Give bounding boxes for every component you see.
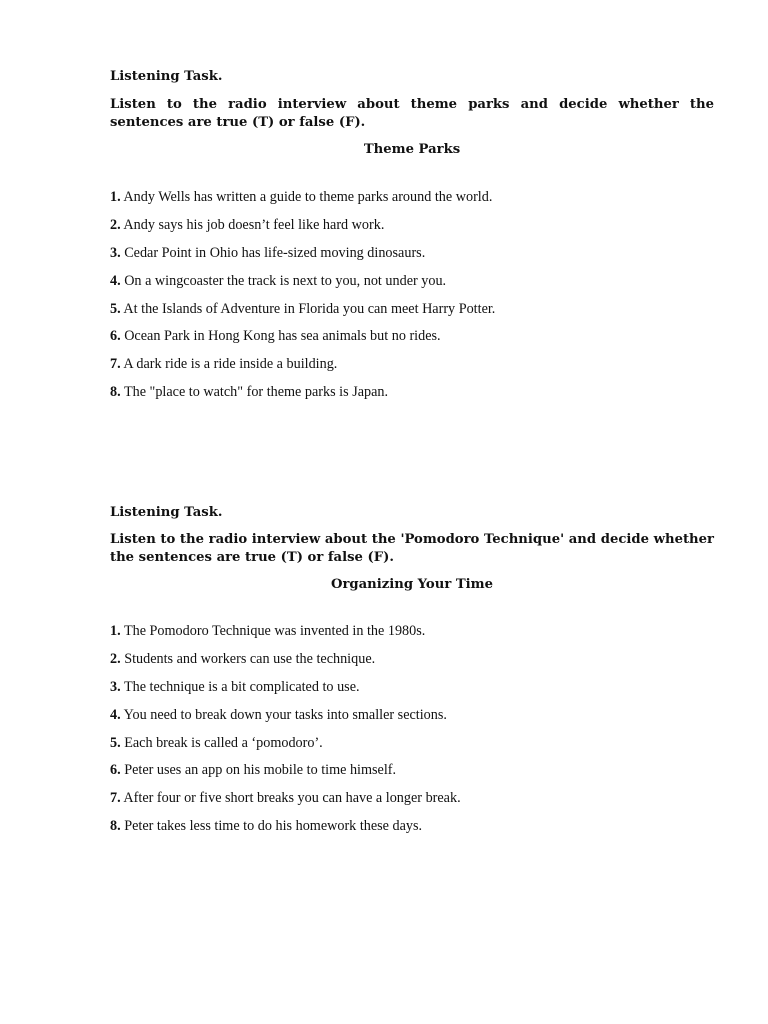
task-heading: Listening Task. — [110, 505, 223, 520]
task-heading: Listening Task. — [110, 69, 223, 84]
statement-list — [110, 622, 714, 835]
statement-list — [110, 188, 714, 401]
statement-item — [110, 734, 714, 752]
statement-number: 3. — [110, 678, 121, 695]
statement-text: The Pomodoro Technique was invented in the 1980s. — [123, 623, 426, 639]
statement-item — [110, 383, 714, 401]
statement-item — [110, 300, 714, 318]
statement-number: 2. — [110, 216, 121, 233]
statement-item — [110, 789, 714, 807]
statement-item — [110, 355, 714, 373]
statement-number: 4. — [110, 706, 121, 723]
task-instructions: Listen to the radio interview about theme parks and decide whether the sentences are true (T) or false (F). — [110, 97, 714, 130]
section-title: Theme Parks — [363, 142, 461, 157]
statement-number: 5. — [110, 734, 121, 751]
statement-text: On a wingcoaster the track is next to you, not under you. — [124, 272, 447, 289]
statement-number: 2. — [110, 650, 121, 667]
statement-item — [110, 706, 714, 724]
statement-text: The technique is a bit complicated to use. — [123, 678, 360, 695]
statement-text: Students and workers can use the technique. — [124, 650, 376, 667]
statement-item — [110, 216, 714, 234]
statement-number: 1. — [110, 623, 121, 639]
statement-number: 1. — [110, 189, 121, 205]
section-title: Organizing Your Time — [330, 577, 494, 592]
statement-item — [110, 188, 714, 206]
statement-number: 4. — [110, 272, 121, 289]
statement-item — [110, 817, 714, 835]
statement-item — [110, 244, 714, 262]
statement-item — [110, 327, 714, 345]
statement-item — [110, 650, 714, 668]
statement-number: 6. — [110, 762, 121, 779]
section-organizing-your-time — [110, 504, 714, 845]
statement-number: 7. — [110, 356, 121, 373]
statement-text: Each break is called a ‘pomodoro’. — [124, 734, 323, 751]
statement-text: You need to break down your tasks into smaller sections. — [123, 706, 447, 723]
statement-text: Peter uses an app on his mobile to time himself. — [124, 762, 397, 779]
statement-number: 7. — [110, 790, 121, 807]
task-instructions: Listen to the radio interview about the 'Pomodoro Technique' and decide whether the sentences are true (T) or false (F). — [110, 532, 714, 565]
statement-number: 8. — [110, 384, 121, 401]
statement-number: 5. — [110, 300, 121, 317]
statement-item — [110, 678, 714, 696]
section-theme-parks — [110, 68, 714, 411]
statement-item — [110, 761, 714, 779]
statement-text: At the Islands of Adventure in Florida you can meet Harry Potter. — [123, 300, 496, 317]
statement-number: 3. — [110, 244, 121, 261]
statement-text: Andy says his job doesn’t feel like hard work. — [123, 216, 385, 233]
statement-text: Andy Wells has written a guide to theme parks around the world. — [123, 189, 493, 205]
statement-text: Peter takes less time to do his homework these days. — [124, 818, 423, 835]
statement-text: A dark ride is a ride inside a building. — [123, 356, 338, 373]
statement-item — [110, 622, 714, 640]
statement-text: After four or five short breaks you can have a longer break. — [123, 790, 461, 807]
statement-number: 8. — [110, 818, 121, 835]
statement-text: Cedar Point in Ohio has life-sized moving dinosaurs. — [124, 244, 426, 261]
statement-text: The "place to watch" for theme parks is Japan. — [123, 384, 389, 401]
statement-text: Ocean Park in Hong Kong has sea animals but no rides. — [124, 328, 441, 345]
statement-item — [110, 272, 714, 290]
statement-number: 6. — [110, 328, 121, 345]
